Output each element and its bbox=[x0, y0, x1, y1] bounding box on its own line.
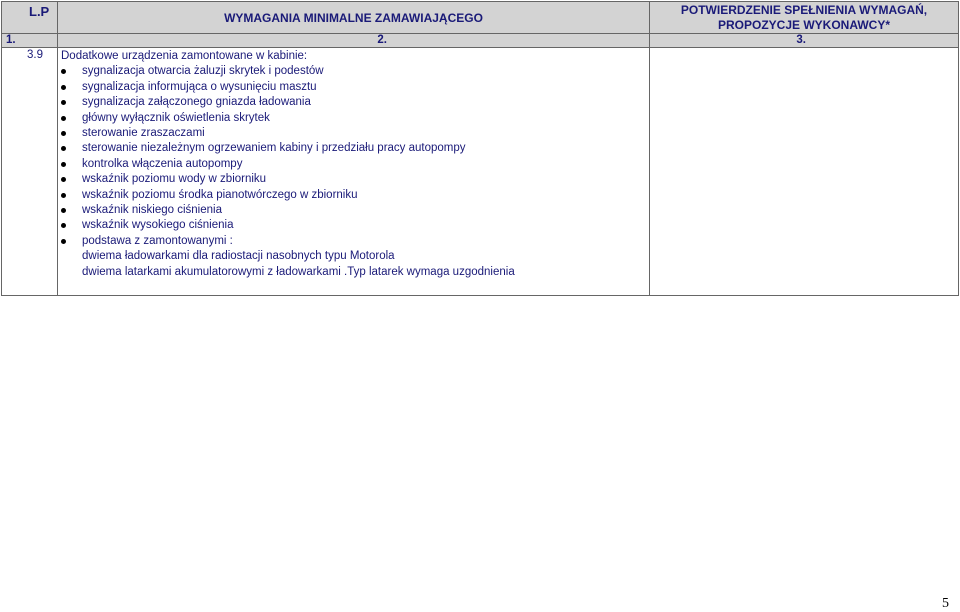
list-item bbox=[58, 64, 649, 79]
list-item bbox=[58, 218, 649, 233]
header-lp: L.P bbox=[29, 4, 50, 19]
bullet-icon bbox=[61, 193, 66, 198]
row-number: 3.9 bbox=[27, 49, 43, 61]
list-item-text: dwiema latarkami akumulatorowymi z ładowarkami .Typ latarek wymaga uzgodnienia bbox=[82, 265, 515, 278]
bullet-icon bbox=[61, 116, 66, 121]
row-number-cell bbox=[2, 48, 58, 296]
bullet-icon bbox=[61, 85, 66, 90]
list-item bbox=[58, 172, 649, 187]
bullet-icon bbox=[61, 100, 66, 105]
header-confirmation-line2: PROPOZYCJE WYKONAWCY* bbox=[717, 18, 891, 32]
bullet-icon bbox=[61, 208, 66, 213]
list-item-text: sterowanie niezależnym ogrzewaniem kabiny i przedziału pracy autopompy bbox=[82, 142, 466, 155]
list-item bbox=[58, 265, 649, 280]
list-item bbox=[58, 141, 649, 156]
list-item-text: sygnalizacja informująca o wysunięciu masztu bbox=[82, 80, 317, 93]
list-item-text: wskaźnik poziomu środka pianotwórczego w zbiorniku bbox=[82, 188, 358, 201]
requirements-table bbox=[1, 1, 959, 296]
bullet-icon bbox=[61, 239, 66, 244]
list-item-text: wskaźnik wysokiego ciśnienia bbox=[82, 219, 234, 232]
list-item bbox=[58, 188, 649, 203]
bullet-icon bbox=[61, 131, 66, 136]
list-item-text: dwiema ładowarkami dla radiostacji nasobnych typu Motorola bbox=[82, 250, 395, 263]
bullet-icon bbox=[61, 69, 66, 74]
row-title: Dodatkowe urządzenia zamontowane w kabinie: bbox=[61, 50, 308, 62]
column-number-1: 1. bbox=[2, 34, 58, 48]
column-number-3: 3. bbox=[650, 34, 959, 48]
row-requirements-cell bbox=[58, 48, 650, 296]
list-item bbox=[58, 203, 649, 218]
page-number: 5 bbox=[942, 596, 949, 611]
list-item bbox=[58, 80, 649, 95]
list-item-text: podstawa z zamontowanymi : bbox=[82, 234, 233, 247]
header-row bbox=[2, 2, 959, 34]
list-item-text: kontrolka włączenia autopompy bbox=[82, 157, 243, 170]
bullet-icon bbox=[61, 177, 66, 182]
header-lp-cell bbox=[2, 2, 58, 34]
header-requirements: WYMAGANIA MINIMALNE ZAMAWIAJĄCEGO bbox=[224, 11, 483, 25]
table-row bbox=[2, 48, 959, 296]
requirement-list bbox=[58, 64, 649, 280]
list-item-text: sygnalizacja otwarcia żaluzji skrytek i podestów bbox=[82, 65, 324, 78]
header-confirmation-line1: POTWIERDZENIE SPEŁNIENIA WYMAGAŃ, bbox=[680, 3, 928, 17]
column-number-2: 2. bbox=[58, 34, 650, 48]
list-item bbox=[58, 95, 649, 110]
list-item-text: sygnalizacja załączonego gniazda ładowania bbox=[82, 96, 311, 109]
list-item bbox=[58, 249, 649, 264]
bullet-icon bbox=[61, 146, 66, 151]
header-requirements-cell bbox=[58, 2, 650, 34]
bullet-icon bbox=[61, 162, 66, 167]
row-confirmation-cell[interactable] bbox=[650, 48, 959, 296]
column-number-row bbox=[2, 34, 959, 48]
list-item-text: wskaźnik niskiego ciśnienia bbox=[82, 204, 222, 217]
list-item-text: sterowanie zraszaczami bbox=[82, 127, 205, 140]
list-item-text: wskaźnik poziomu wody w zbiorniku bbox=[82, 173, 267, 186]
header-confirmation-cell bbox=[650, 2, 959, 34]
bullet-icon bbox=[61, 223, 66, 228]
list-item bbox=[58, 234, 649, 249]
list-item bbox=[58, 157, 649, 172]
list-item bbox=[58, 126, 649, 141]
list-item-text: główny wyłącznik oświetlenia skrytek bbox=[82, 111, 270, 124]
list-item bbox=[58, 111, 649, 126]
